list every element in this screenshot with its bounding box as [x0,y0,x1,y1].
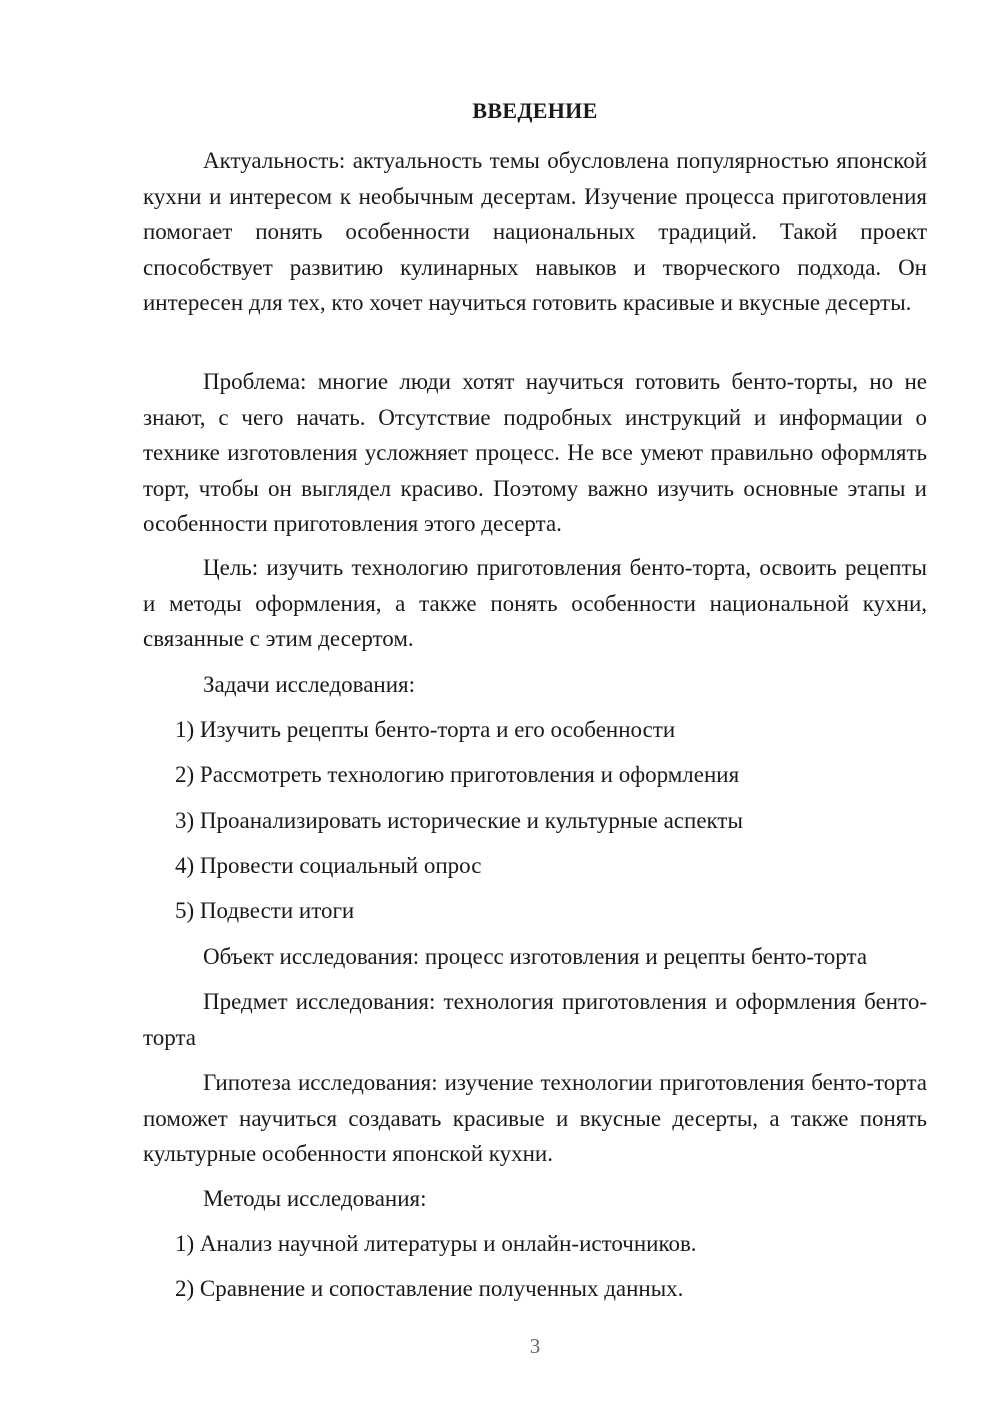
tasks-heading: Задачи исследования: [203,672,416,697]
subject-paragraph: Предмет исследования: технология приготовления и оформления бенто-торта [143,989,927,1050]
task-item-4: 4) Провести социальный опрос [175,853,482,878]
problem-paragraph: Проблема: многие люди хотят научиться готовить бенто-торты, но не знают, с чего начать. Отсутствие подробных инструкций и информации о технике изготовления усложняет процесс. Не все умеют правильно оформлять торт, чтобы он выглядел красиво. Поэтому важно изучить основные этапы и особенности приготовления этого десерта. [143,369,927,536]
task-item-1: 1) Изучить рецепты бенто-торта и его особенности [175,717,676,742]
goal-paragraph: Цель: изучить технологию приготовления бенто-торта, освоить рецепты и методы оформления, а также понять особенности национальной кухни, связанные с этим десертом. [143,555,927,651]
page-number: 3 [529,1334,541,1358]
object-paragraph: Объект исследования: процесс изготовления и рецепты бенто-торта [203,944,868,969]
task-item-2: 2) Рассмотреть технологию приготовления и оформления [175,762,740,787]
relevance-paragraph: Актуальность: актуальность темы обусловлена популярностью японской кухни и интересом к необычным десертам. Изучение процесса приготовления помогает понять особенности национальных традиций. Такой проект способствует развитию кулинарных навыков и творческого подхода. Он интересен для тех, кто хочет научиться готовить красивые и вкусные десерты. [143,148,927,315]
task-item-5: 5) Подвести итоги [175,898,355,923]
page-title: ВВЕДЕНИЕ [472,98,598,123]
task-item-3: 3) Проанализировать исторические и культурные аспекты [175,808,743,833]
method-item-2: 2) Сравнение и сопоставление полученных данных. [175,1276,684,1301]
methods-heading: Методы исследования: [203,1186,427,1211]
method-item-1: 1) Анализ научной литературы и онлайн-источников. [175,1231,697,1256]
hypothesis-paragraph: Гипотеза исследования: изучение технологии приготовления бенто-торта поможет научиться создавать красивые и вкусные десерты, а также понять культурные особенности японской кухни. [143,1070,927,1166]
